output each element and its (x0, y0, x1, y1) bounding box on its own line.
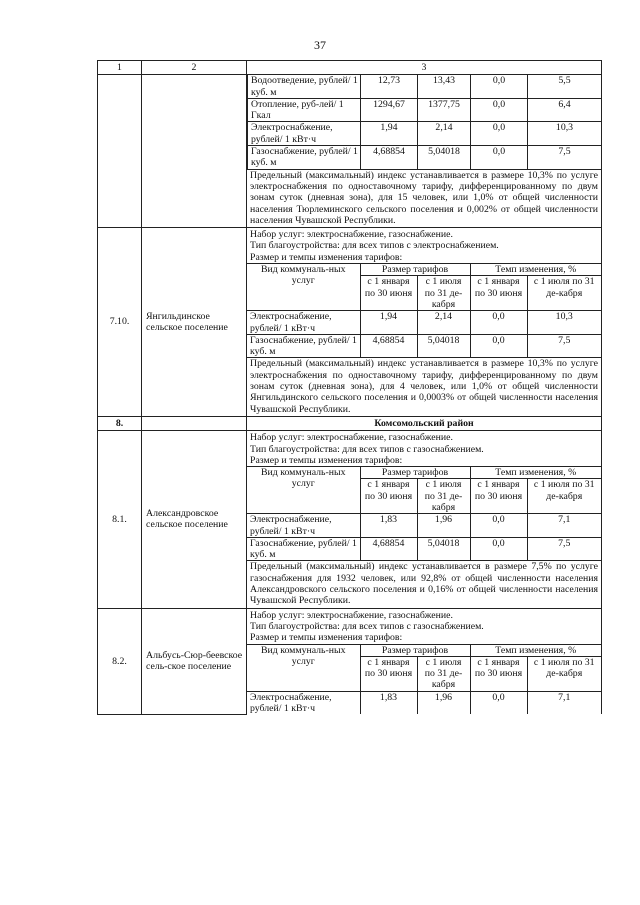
tariff-subtable (247, 644, 601, 715)
tariff-subtable (247, 466, 601, 561)
header-col-3: 3 (247, 61, 602, 75)
period-header: с 1 января по 30 июня (360, 479, 417, 514)
limit-index-note: Предельный (максимальный) индекс устанавливается в размере 10,3% по услуге электроснабжения по одноставочному тарифу, дифференцированному по двум зонам суток (дневная зона), для 4 человек, или 1,0% от общей численности Янгильдинского сельского поселения и 0,0003% от общей численности населения Чувашской Республики. (250, 358, 598, 415)
settlement-content (247, 431, 602, 608)
row-number: 7.10. (98, 228, 142, 417)
tariffs-title: Размер и темпы изменения тарифов: (250, 632, 403, 644)
services-text: Набор услуг: электроснабжение, газоснабжение. (250, 609, 453, 621)
period-header: с 1 января по 30 июня (470, 276, 527, 311)
row-number: 8.1. (98, 431, 142, 608)
tariff-subtable (247, 263, 601, 358)
amenities-text: Тип благоустройства: для всех типов с газоснабжением. (250, 620, 484, 632)
header-col-1: 1 (98, 61, 142, 75)
tariff-row: Электроснабжение, рублей/ 1 кВт·ч 1,83 1,96 0,0 7,1 (247, 691, 601, 714)
continuation-content (247, 75, 602, 228)
amenities-text: Тип благоустройства: для всех типов с газоснабжением. (250, 443, 484, 455)
change-rate-header: Темп изменения, % (470, 264, 601, 276)
tariff-row: Газоснабжение, рублей/ 1 куб. м 4,68854 5,04018 0,0 7,5 (247, 334, 601, 358)
tariff-size-header: Размер тарифов (360, 467, 470, 479)
change-rate-header: Темп изменения, % (470, 644, 601, 656)
limit-index-note: Предельный (максимальный) индекс устанавливается в размере 7,5% по услуге газоснабжения для 1932 человек, или 92,8% от общей численности населения Александровского сельского поселения и 0,16% от общей численности населения Чувашской Республики. (250, 561, 598, 607)
settlement-name: Александровское сельское поселение (142, 431, 247, 608)
period-header: с 1 января по 30 июня (360, 656, 417, 691)
services-text: Набор услуг: электроснабжение, газоснабжение. (250, 229, 453, 241)
period-header: с 1 июля по 31 де-кабря (417, 479, 470, 514)
district-number: 8. (98, 416, 142, 430)
period-header: с 1 июля по 31 де-кабря (527, 656, 601, 691)
tariffs-title: Размер и темпы изменения тарифов: (250, 251, 403, 263)
period-header: с 1 января по 30 июня (360, 276, 417, 311)
tariff-size-header: Размер тарифов (360, 644, 470, 656)
service-type-header: Вид коммуналь-ных услуг (247, 644, 360, 691)
page-number: 37 (314, 38, 326, 52)
service-type-header: Вид коммуналь-ных услуг (247, 264, 360, 311)
tariff-size-header: Размер тарифов (360, 264, 470, 276)
period-header: с 1 июля по 31 де-кабря (417, 656, 470, 691)
tariffs-title: Размер и темпы изменения тарифов: (250, 454, 403, 466)
header-col-2: 2 (142, 61, 247, 75)
change-rate-header: Темп изменения, % (470, 467, 601, 479)
period-header: с 1 января по 30 июня (470, 656, 527, 691)
services-text: Набор услуг: электроснабжение, газоснабжение. (250, 432, 453, 444)
table-row-7-10 (98, 228, 602, 417)
district-name: Комсомольский район (247, 416, 602, 430)
district-row (98, 416, 602, 430)
tariff-row: Газоснабжение, рублей/ 1 куб. м 4,68854 5,04018 0,0 7,5 (247, 537, 601, 561)
tariff-table (97, 60, 602, 715)
row-number: 8.2. (98, 608, 142, 714)
tariff-row: Водоотведение, рублей/ 1 куб. м 12,73 13,43 0,0 5,5 (248, 75, 602, 98)
table-row-continuation (98, 75, 602, 228)
tariff-row: Газоснабжение, рублей/ 1 куб. м 4,68854 5,04018 0,0 7,5 (248, 146, 602, 170)
tariff-row: Электроснабжение, рублей/ 1 кВт·ч 1,94 2,14 0,0 10,3 (248, 122, 602, 146)
amenities-text: Тип благоустройства: для всех типов с электроснабжением. (250, 240, 499, 252)
period-header: с 1 июля по 31 де-кабря (527, 479, 601, 514)
table-row-8-2 (98, 608, 602, 714)
table-header-row (98, 61, 602, 75)
tariff-row: Электроснабжение, рублей/ 1 кВт·ч 1,94 2,14 0,0 10,3 (247, 311, 601, 335)
settlement-content (247, 608, 602, 714)
period-header: с 1 июля по 31 де-кабря (417, 276, 470, 311)
tariff-subtable (247, 75, 601, 169)
service-type-header: Вид коммуналь-ных услуг (247, 467, 360, 514)
settlement-name: Янгильдинское сельское поселение (142, 228, 247, 417)
limit-index-note: Предельный (максимальный) индекс устанавливается в размере 10,3% по услуге электроснабжения по одноставочному тарифу, дифференцированному по двум зонам суток (дневная зона), для 15 человек, или 1,0% от общей численности населения Тюрлеминского сельского поселения и 0,002% от общей численности населения Чувашской Республики. (250, 169, 598, 226)
table-row-8-1 (98, 431, 602, 608)
settlement-content (247, 228, 602, 417)
period-header: с 1 июля по 31 де-кабря (527, 276, 601, 311)
period-header: с 1 января по 30 июня (470, 479, 527, 514)
settlement-name: Альбусь-Сюр-беевское сель-ское поселение (142, 608, 247, 714)
tariff-row: Отопление, руб-лей/ 1 Гкал 1294,67 1377,75 0,0 6,4 (248, 98, 602, 122)
tariff-row: Электроснабжение, рублей/ 1 кВт·ч 1,83 1,96 0,0 7,1 (247, 514, 601, 538)
